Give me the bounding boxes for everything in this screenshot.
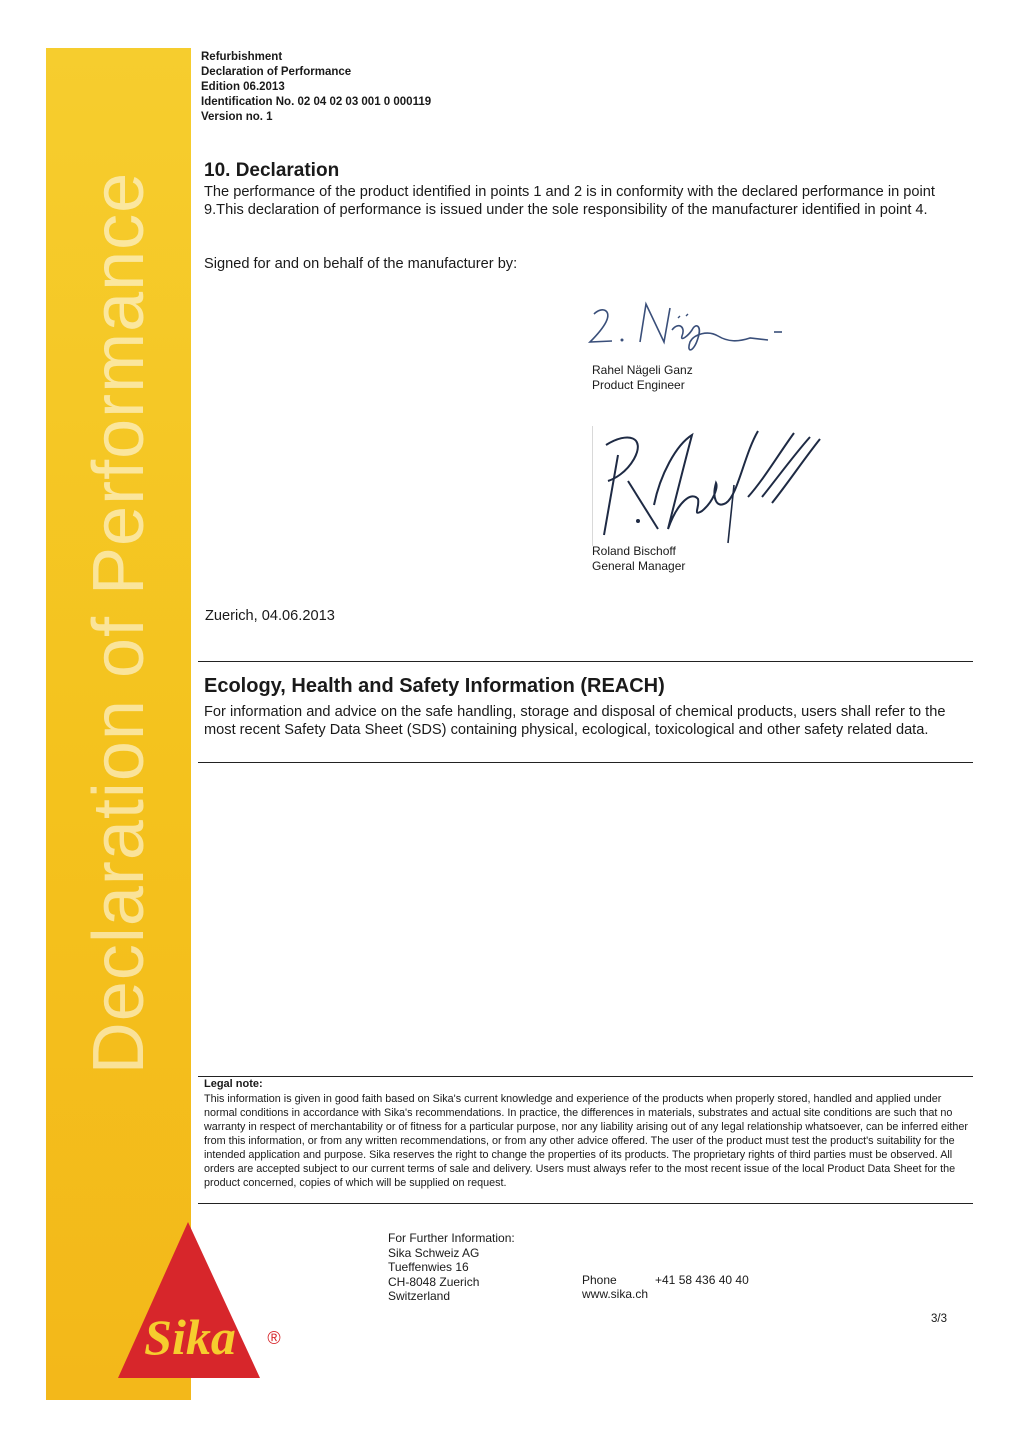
legal-heading: Legal note: <box>204 1078 263 1090</box>
place-date: Zuerich, 04.06.2013 <box>205 608 335 624</box>
sika-logo <box>114 1218 294 1386</box>
reach-heading: Ecology, Health and Safety Information (REACH) <box>204 675 665 697</box>
contact-block <box>388 1231 515 1304</box>
signature-1 <box>568 292 838 362</box>
city-address: CH-8048 Zuerich <box>388 1274 480 1289</box>
sidebar-title <box>46 48 191 1198</box>
header-line-2: Declaration of Performance <box>201 66 352 78</box>
signed-by-text: Signed for and on behalf of the manufacturer by: <box>204 256 518 272</box>
signatory-2 <box>592 544 685 574</box>
further-info-label: For Further Information: <box>388 1231 515 1245</box>
sidebar-title-text: Declaration of Performance <box>78 171 159 1075</box>
declaration-text: The performance of the product identified in points 1 and 2 is in conformity with the declared performance in point 9.This declaration of performance is issued under the sole responsibility of the manufacturer identified in point 4. <box>204 184 935 218</box>
country: Switzerland <box>388 1289 451 1303</box>
header-line-1: Refurbishment <box>201 51 283 63</box>
signatory-2-name: Roland Bischoff <box>592 544 676 558</box>
company-name: Sika Schweiz AG <box>388 1245 480 1260</box>
signature-2 <box>588 425 828 545</box>
signatory-1 <box>592 363 693 393</box>
registered-mark-icon: ® <box>267 1328 281 1348</box>
divider-top <box>198 661 973 662</box>
website-link[interactable]: www.sika.ch <box>582 1287 649 1301</box>
divider-legal-top <box>198 1076 973 1077</box>
declaration-heading: 10. Declaration <box>204 160 340 181</box>
phone-number: +41 58 436 40 40 <box>655 1273 749 1287</box>
phone-label: Phone <box>582 1273 617 1287</box>
page-number: 3/3 <box>931 1313 947 1325</box>
signatory-2-title: General Manager <box>592 559 686 573</box>
reach-text: For information and advice on the safe handling, storage and disposal of chemical products, users shall refer to the most recent Safety Data Sheet (SDS) containing physical, ecological, toxicological and other safety related data. <box>204 704 946 738</box>
logo-text: Sika <box>144 1309 236 1365</box>
legal-text: This information is given in good faith based on Sika's current knowledge and experience of the products when properly stored, handled and applied under normal conditions in accordance with Sika's recommendations. In practice, the differences in materials, substrates and actual site conditions are such that no warranty in respect of merchantability or of fitness for a particular purpose, nor any liability arising out of any legal relationship whatsoever, can be inferred either from this information, or from any written recommendations, or from any other advice offered. The user of the product must test the product's suitability for the intended application and purpose. Sika reserves the right to change the properties of its products. The proprietary rights of third parties must be observed. All orders are accepted subject to our current terms of sale and delivery. Users must always refer to the most recent issue of the local Product Data Sheet for the product concerned, copies of which will be supplied on request. <box>204 1093 968 1189</box>
signatory-1-name: Rahel Nägeli Ganz <box>592 363 693 377</box>
document-header <box>201 50 431 125</box>
divider-legal-bottom <box>198 1203 973 1204</box>
header-line-5: Version no. 1 <box>201 111 273 123</box>
header-line-3: Edition 06.2013 <box>201 81 285 93</box>
header-line-4: Identification No. 02 04 02 03 001 0 000119 <box>201 96 432 108</box>
divider-reach-bottom <box>198 762 973 763</box>
signatory-1-title: Product Engineer <box>592 378 685 392</box>
street-address: Tueffenwies 16 <box>388 1260 469 1274</box>
